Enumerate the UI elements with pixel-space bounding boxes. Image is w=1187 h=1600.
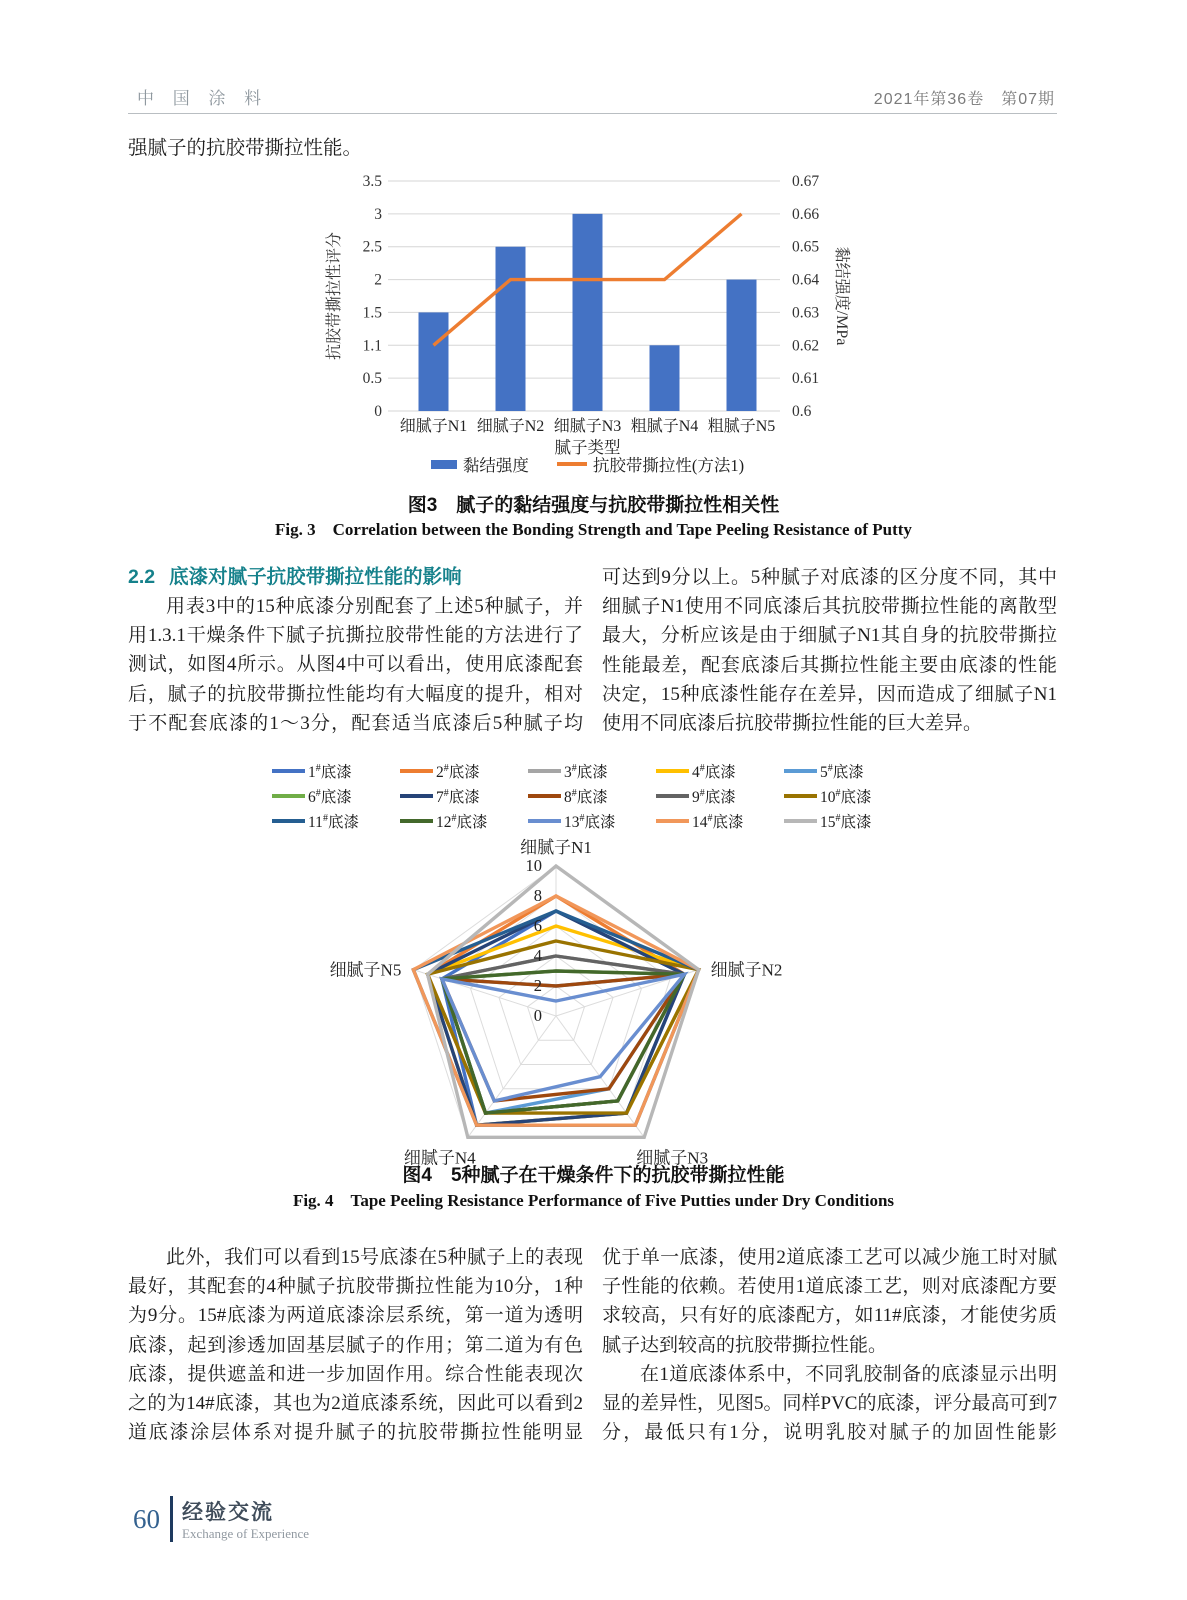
svg-text:2: 2 [374,271,382,289]
line-swatch [272,794,305,798]
legend-item [400,760,528,782]
svg-text:0.64: 0.64 [792,271,820,289]
figure3-caption-en: Fig. 3 Correlation between the Bonding Strength and Tape Peeling Resistance of Putty [275,520,912,539]
legend-item [528,785,656,807]
line-swatch [272,819,305,823]
intro-text: 强腻子的抗胶带撕拉性能。 [128,138,363,159]
svg-text:0: 0 [374,403,382,420]
svg-text:4: 4 [533,946,542,965]
svg-text:0.6: 0.6 [792,403,812,420]
svg-text:6: 6 [533,916,542,935]
svg-text:细腻子N3: 细腻子N3 [636,1148,709,1168]
legend-item [656,760,784,782]
svg-text:细腻子N1: 细腻子N1 [399,418,468,435]
svg-text:3.5: 3.5 [362,173,382,190]
figure4-caption-en: Fig. 4 Tape Peeling Resistance Performance of Five Putties under Dry Conditions [292,1191,895,1210]
svg-text:细腻子N4: 细腻子N4 [403,1148,476,1168]
svg-text:3: 3 [374,205,382,223]
legend-label: 2#底漆 [436,762,480,781]
figure3-bar-line-chart [315,165,860,465]
svg-text:1.5: 1.5 [362,304,382,322]
svg-text:0.63: 0.63 [792,304,820,322]
figure4-legend [272,760,912,832]
figure4-radar-chart [256,826,896,1178]
legend-item [656,785,784,807]
legend-label: 8#底漆 [564,787,608,806]
legend-item [431,452,529,476]
svg-text:粗腻子N4: 粗腻子N4 [630,418,699,435]
svg-text:粗腻子N5: 粗腻子N5 [707,418,776,435]
paragraph-right-bottom [602,1243,1057,1447]
footer-column [182,1496,309,1542]
line-swatch [784,819,817,823]
section-heading [128,561,583,589]
svg-text:抗胶带撕拉性评分: 抗胶带撕拉性评分 [326,231,343,361]
svg-text:0.65: 0.65 [792,238,820,256]
line-swatch [528,819,561,823]
svg-text:细腻子N3: 细腻子N3 [553,418,622,435]
line-swatch [400,819,433,823]
legend-label: 3#底漆 [564,762,608,781]
line-swatch [784,769,817,773]
page-footer [133,1496,309,1542]
header-rule [128,113,1057,114]
footer-divider [170,1496,173,1542]
svg-text:细腻子N5: 细腻子N5 [329,960,402,980]
journal-name: 中 国 涂 料 [137,89,269,108]
legend-label: 6#底漆 [308,787,352,806]
svg-text:2.5: 2.5 [362,238,382,256]
svg-text:0.66: 0.66 [792,205,820,223]
line-swatch [656,794,689,798]
legend-label: 13#底漆 [564,812,616,831]
legend-label: 12#底漆 [436,812,488,831]
legend-item [784,760,912,782]
paragraph-left-top: 用表3中的15种底漆分别配套了上述5种腻子，并用1.3.1干燥条件下腻子抗撕拉胶带性能的方法进行了测试，如图4所示。从图4中可以看出，使用底漆配套后，腻子的抗胶带撕拉性能均有大幅度的提升，相对于不配套底漆的1～3分，配套适当底漆后5种腻子均 [128,596,583,734]
figure3-caption-zh: 图3 腻子的黏结强度与抗胶带撕拉性相关性 [407,495,780,516]
line-swatch [656,769,689,773]
line-swatch [400,794,433,798]
svg-text:细腻子N1: 细腻子N1 [520,838,592,857]
section-title: 底漆对腻子抗胶带撕拉性能的影响 [169,566,462,588]
svg-text:细腻子N2: 细腻子N2 [710,960,783,980]
legend-item [784,785,912,807]
legend-item [557,452,744,476]
figure3-legend [315,452,860,476]
paragraph-left-bottom: 此外，我们可以看到15号底漆在5种腻子上的表现最好，其配套的4种腻子抗胶带撕拉性能为10分，1种为9分。15#底漆为两道底漆涂层系统，第一道为透明底漆，起到渗透加固基层腻子的作用；第二道为有色底漆，提供遮盖和进一步加固作用。综合性能表现次之的为14#底漆，其也为2道底漆系统，因此可以看到2道底漆涂层体系对提升腻子的抗胶带撕拉性能明显 [128,1247,583,1444]
page-number: 60 [133,1503,160,1534]
legend-item [400,785,528,807]
legend-item [272,760,400,782]
svg-text:0.67: 0.67 [792,173,820,190]
line-swatch [528,769,561,773]
legend-item [272,785,400,807]
paragraph-right-bottom-2: 在1道底漆体系中，不同乳胶制备的底漆显示出明显的差异性，见图5。同样PVC的底漆，评分最高可到7分，最低只有1分，说明乳胶对腻子的加固性能影 [602,1363,1057,1444]
legend-item [528,760,656,782]
footer-column-zh: 经验交流 [182,1501,274,1524]
legend-label: 4#底漆 [692,762,736,781]
legend-label: 黏结强度 [462,456,529,475]
svg-text:细腻子N2: 细腻子N2 [476,418,545,435]
line-swatch [784,794,817,798]
legend-label: 15#底漆 [820,812,872,831]
svg-text:0: 0 [533,1006,542,1025]
svg-text:8: 8 [533,886,542,905]
legend-label: 9#底漆 [692,787,736,806]
paragraph-right-top: 可达到9分以上。5种腻子对底漆的区分度不同，其中细腻子N1使用不同底漆后其抗胶带撕拉性能的离散型最大，分析应该是由于细腻子N1其自身的抗胶带撕拉性能最差，配套底漆后其撕拉性能主要由底漆的性能决定，15种底漆性能存在差异，因而造成了细腻子N1使用不同底漆后抗胶带撕拉性能的巨大差异。 [602,567,1057,735]
line-swatch [272,769,305,773]
line-swatch [656,819,689,823]
svg-text:0.62: 0.62 [792,337,820,355]
issue-info: 2021年第36卷 第07期 [873,91,1055,108]
line-swatch [528,794,561,798]
svg-text:10: 10 [525,856,542,875]
svg-text:黏结强度/MPa: 黏结强度/MPa [833,246,850,346]
legend-label: 5#底漆 [820,762,864,781]
paragraph-right-bottom-1: 优于单一底漆，使用2道底漆工艺可以减少施工时对腻子性能的依赖。若使用1道底漆工艺，则对底漆配方要求较高，只有好的底漆配方，如11#底漆，才能使劣质腻子达到较高的抗胶带撕拉性能。 [602,1247,1057,1356]
legend-label: 14#底漆 [692,812,744,831]
line-swatch [557,462,587,466]
svg-text:0.5: 0.5 [362,370,382,388]
legend-label: 11#底漆 [308,812,359,831]
legend-label: 7#底漆 [436,787,480,806]
legend-label: 抗胶带撕拉性(方法1) [592,456,745,475]
svg-text:腻子类型: 腻子类型 [554,438,621,457]
bar-swatch [431,460,457,469]
legend-label: 1#底漆 [308,762,352,781]
svg-text:1.1: 1.1 [362,337,382,355]
svg-text:0.61: 0.61 [792,370,820,388]
line-swatch [400,769,433,773]
svg-text:2: 2 [533,976,542,995]
footer-column-en: Exchange of Experience [182,1526,310,1541]
legend-label: 10#底漆 [820,787,872,806]
section-number: 2.2 [128,566,156,588]
figure4-caption-zh: 图4 5种腻子在干燥条件下的抗胶带撕拉性能 [402,1165,785,1186]
